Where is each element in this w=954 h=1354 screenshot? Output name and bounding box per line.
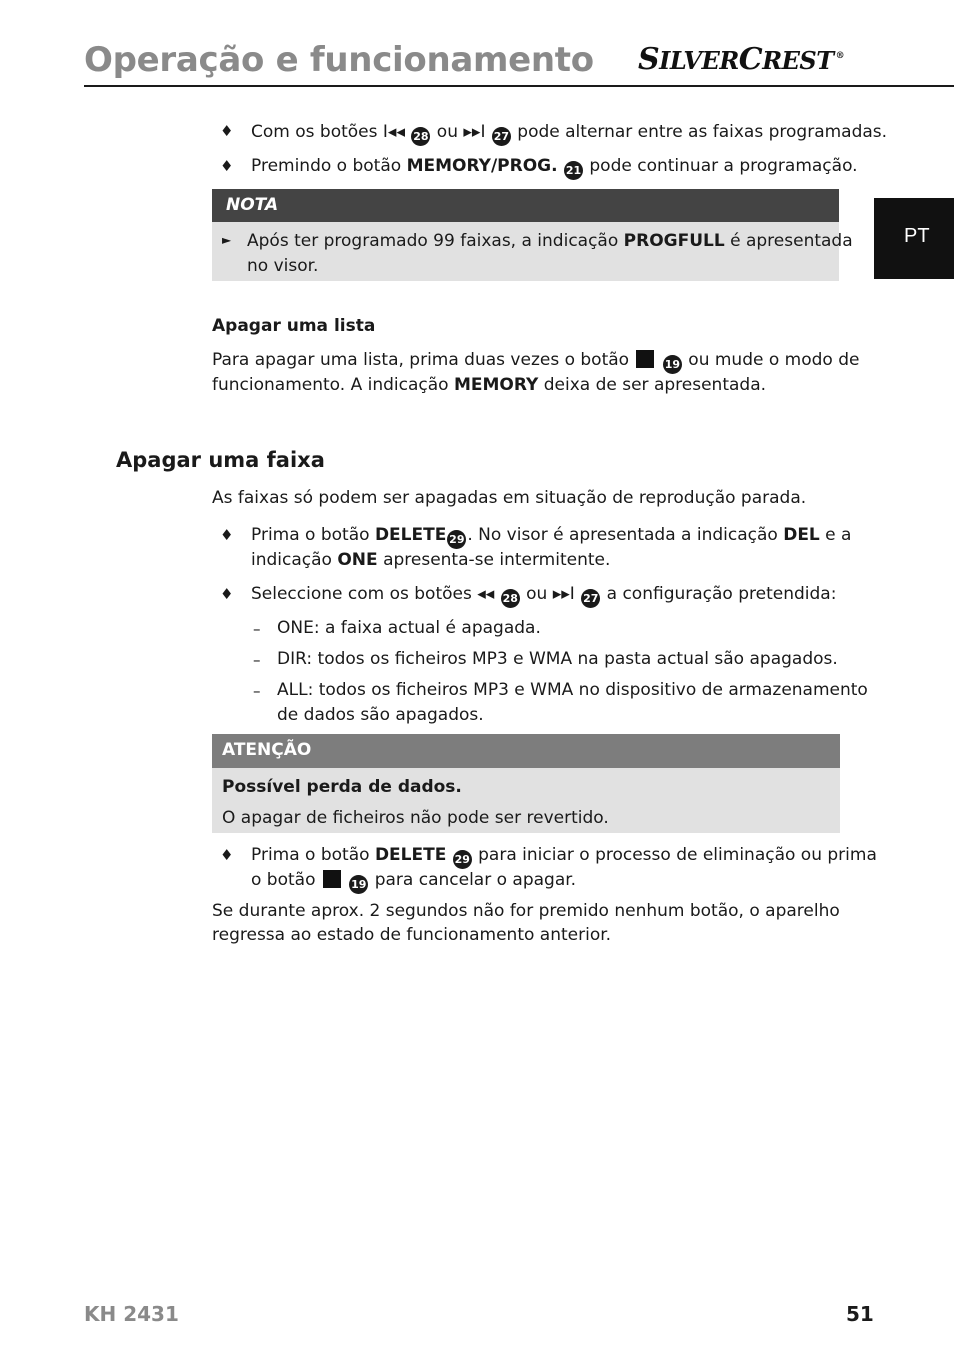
option-one: ONE: a faixa actual é apagada. (277, 618, 541, 638)
dash-icon: – (253, 682, 261, 700)
bullet-icon: ♦ (220, 526, 234, 544)
dash-icon: – (253, 620, 261, 638)
clear-list-heading: Apagar uma lista (212, 316, 376, 336)
number-29-icon: 29 (447, 530, 466, 549)
number-27-icon: 27 (581, 589, 600, 608)
stop-icon (323, 870, 341, 888)
stop-icon (636, 350, 654, 368)
language-tab: PT (874, 198, 954, 279)
header-rule (84, 85, 954, 87)
delete-bullet-line-2: indicação ONE apresenta-se intermitente. (251, 550, 611, 570)
next-track-icon: ▸▸I (463, 122, 486, 142)
option-all-line-1: ALL: todos os ficheiros MP3 e WMA no dispositivo de armazenamento (277, 680, 868, 700)
bullet-icon: ♦ (220, 846, 234, 864)
clear-list-line-2: funcionamento. A indicação MEMORY deixa de ser apresentada. (212, 375, 767, 395)
footer-model: KH 2431 (84, 1302, 179, 1326)
bullet-icon: ♦ (220, 157, 234, 175)
final-bullet-line-2: o botão 19 para cancelar o apagar. (251, 869, 576, 894)
delete-bullet-line-1: Prima o botão DELETE 29 . No visor é apresentada a indicação DEL e a (251, 524, 851, 549)
arrow-icon: ► (222, 233, 232, 247)
select-bullet: Seleccione com os botões ◂◂ 28 ou ▸▸I 27 a configuração pretendida: (251, 583, 836, 608)
next-track-icon: ▸▸I (552, 584, 575, 604)
note-header: NOTA (212, 189, 839, 222)
dash-icon: – (253, 651, 261, 669)
warning-header: ATENÇÃO (212, 734, 840, 768)
note-line-1: Após ter programado 99 faixas, a indicação PROGFULL é apresentada (247, 231, 853, 251)
number-28-icon: 28 (411, 127, 430, 146)
prev-track-icon: I◂◂ (382, 122, 405, 142)
option-all-line-2: de dados são apagados. (277, 705, 484, 725)
number-21-icon: 21 (564, 161, 583, 180)
bullet-icon: ♦ (220, 585, 234, 603)
rewind-icon: ◂◂ (477, 584, 495, 604)
bullet-icon: ♦ (220, 122, 234, 140)
option-dir: DIR: todos os ficheiros MP3 e WMA na pasta actual são apagados. (277, 649, 838, 669)
bullet-skip-tracks: Com os botões I◂◂ 28 ou ▸▸I 27 pode alternar entre as faixas programadas. (251, 121, 887, 146)
final-paragraph-line-1: Se durante aprox. 2 segundos não for premido nenhum botão, o aparelho (212, 901, 840, 921)
warning-text: O apagar de ficheiros não pode ser revertido. (222, 808, 609, 828)
final-paragraph-line-2: regressa ao estado de funcionamento anterior. (212, 925, 612, 945)
page-title: Operação e funcionamento (84, 40, 594, 80)
silvercrest-logo: SILVERCREST ® (638, 42, 845, 77)
page-number: 51 (846, 1302, 874, 1326)
number-29-icon: 29 (453, 850, 472, 869)
warning-subtitle: Possível perda de dados. (222, 777, 462, 797)
number-19-icon: 19 (349, 875, 368, 894)
clear-track-heading: Apagar uma faixa (116, 448, 325, 472)
clear-list-line-1: Para apagar uma lista, prima duas vezes o botão 19 ou mude o modo de (212, 349, 859, 374)
bullet-memory-prog: Premindo o botão MEMORY/PROG. 21 pode continuar a programação. (251, 155, 858, 180)
number-27-icon: 27 (492, 127, 511, 146)
number-19-icon: 19 (663, 355, 682, 374)
note-line-2: no visor. (247, 256, 319, 276)
final-bullet-line-1: Prima o botão DELETE 29 para iniciar o processo de eliminação ou prima (251, 844, 877, 869)
clear-track-intro: As faixas só podem ser apagadas em situação de reprodução parada. (212, 488, 807, 508)
number-28-icon: 28 (501, 589, 520, 608)
